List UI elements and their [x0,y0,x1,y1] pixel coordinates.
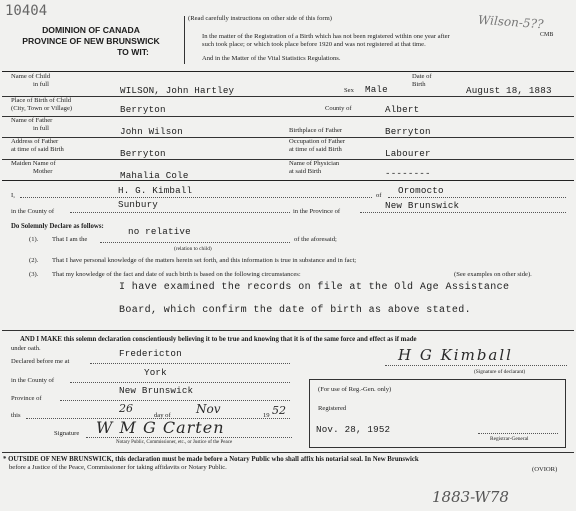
value-sex: Male [365,84,388,95]
rule-declarant-signature [385,365,567,366]
decl3-examples: (See examples on other side). [454,271,532,278]
declarant-caption: (Signature of declarant) [474,369,526,375]
value-declarant-of: Oromocto [398,185,444,196]
value-registered-date: Nov. 28, 1952 [316,424,391,435]
footer-rule [2,452,574,453]
rule-row4 [2,159,574,160]
section-rule-top [2,71,574,72]
rule-declared-province [60,400,290,401]
value-mother-maiden: Mahalia Cole [120,170,189,181]
label-in-county: in the County of [11,208,55,215]
decl1-text-b: of the aforesaid; [294,236,337,243]
header-instruction: (Read carefully instructions on other side of this form) [188,15,332,22]
rule-declarant-province [360,212,566,213]
label-father-birthplace: Birthplace of Father [289,127,343,134]
rule-row2 [2,116,574,117]
label-in-province: in the Province of [293,208,341,215]
label-date-birth: Date of Birth [412,73,432,88]
handwritten-file-note: Wilson-5?? [477,12,544,32]
label-of: of [376,192,382,199]
decl3-num: (3). [29,271,39,278]
value-declared-at: Fredericton [119,348,182,359]
decl2-num: (2). [29,257,39,264]
solemn-line-1: AND I MAKE this solemn declaration conscientiously believing it to be true and knowing that it is of the same force and effect as if made [20,336,417,343]
value-place-birth: Berryton [120,104,166,115]
label-father-name: Name of Father in full [11,117,53,132]
value-date-birth: August 18, 1883 [466,85,552,96]
decl1-text-a: That I am the [52,236,88,243]
official-signature: W M G Carten [96,418,225,437]
header-matter-1: In the matter of the Registration of a Birth which has not been registered within one year after [202,33,450,40]
circumstances-line-1: I have examined the records on file at the Old Age Assistance [119,282,510,293]
value-declarant-county: Sunbury [118,199,158,210]
value-physician: -------- [385,168,431,179]
form-code: CMB [540,32,554,38]
label-mother-maiden: Maiden Name of Mother [11,160,56,175]
header-matter-2: such took place; or which took place before 1920 and was not registered at that time. [202,41,426,48]
rule-declarant-county [70,212,290,213]
value-father-birthplace: Berryton [385,126,431,137]
value-child-name: WILSON, John Hartley [120,85,235,96]
handwritten-file-code: 1883-W78 [432,488,509,506]
circumstances-line-2: Board, which confirm the date of birth as above stated. [119,305,472,316]
value-father-name: John Wilson [120,126,183,137]
section-rule-mid [2,180,574,181]
label-day-of: day of [154,412,171,419]
header-to-wit: TO WIT: [117,47,149,57]
footer-line-1: * OUTSIDE OF NEW BRUNSWICK, this declaration must be made before a Notary Public who shall affix his notarial seal. In New Brunswick [3,456,419,463]
stamp-number: 10404 [5,3,48,19]
value-declarant: H. G. Kimball [118,185,193,196]
label-place-birth: Place of Birth of Child (City, Town or Village) [11,97,73,112]
rule-signature [86,437,292,438]
signature-caption: Notary Public, Commissioner, etc., or Justice of the Peace [116,440,233,445]
label-physician: Name of Physician at said Birth [289,160,340,175]
value-father-address: Berryton [120,148,166,159]
decl3-text: That my knowledge of the fact and date of such birth is based on the following circumstances: [52,271,301,278]
label-sex: Sex [344,87,354,94]
rule-declarant [20,197,372,198]
rule-relation [100,242,290,243]
value-relation: no relative [128,226,191,237]
solemn-line-2: under oath. [11,345,41,352]
label-signature: Signature [54,430,80,437]
header-divider [184,16,185,64]
value-declared-county: York [144,367,167,378]
header-province: PROVINCE OF NEW BRUNSWICK [22,36,160,46]
header-dominion: DOMINION OF CANADA [42,25,140,35]
decl1-num: (1). [29,236,39,243]
value-declared-year: 52 [272,404,286,417]
value-father-occupation: Labourer [385,148,431,159]
value-declarant-province: New Brunswick [385,200,460,211]
label-in-county-2: in the County of [11,377,55,384]
value-county: Albert [385,104,420,115]
rule-declared-at [90,363,290,364]
label-solemnly: Do Solemnly Declare as follows: [11,223,104,230]
rule-registrar [478,433,558,434]
rule-declared-county [70,382,290,383]
section-rule-lower [2,330,574,331]
header-left [4,25,178,58]
relation-caption: (relation to child) [174,246,212,252]
label-province-of: Province of [11,395,42,402]
label-declared-before: Declared before me at [11,358,70,365]
label-county: County of [325,105,352,112]
value-declared-province: New Brunswick [119,385,194,396]
label-registered: Registered [318,405,347,412]
rule-declarant-of [388,197,566,198]
rule-row1 [2,96,574,97]
reg-general-caption: Registrar-General [490,436,529,442]
label-name-child: Name of Child in full [11,73,51,88]
rule-row3 [2,137,574,138]
footer-line-2: before a Justice of the Peace, Commissioner for taking affidavits or Notary Public. [9,464,227,471]
label-i: I, [11,192,15,199]
declarant-signature: H G Kimball [398,346,513,364]
decl2-text: That I have personal knowledge of the matters herein set forth, and this information is true in substance and in fact; [52,257,357,264]
value-declared-day: 26 [119,402,133,415]
label-father-occupation: Occupation of Father at time of said Birth [289,138,346,153]
label-father-address: Address of Father at time of said Birth [11,138,64,153]
footer-code: (OVIOR) [532,466,558,473]
label-this: this [11,412,21,419]
value-declared-month: Nov [196,402,221,416]
reg-box-title: (For use of Reg.-Gen. only) [318,386,392,393]
header-matter-3: And in the Matter of the Vital Statistics Regulations. [202,55,341,62]
label-year-prefix: 19 [263,412,270,419]
